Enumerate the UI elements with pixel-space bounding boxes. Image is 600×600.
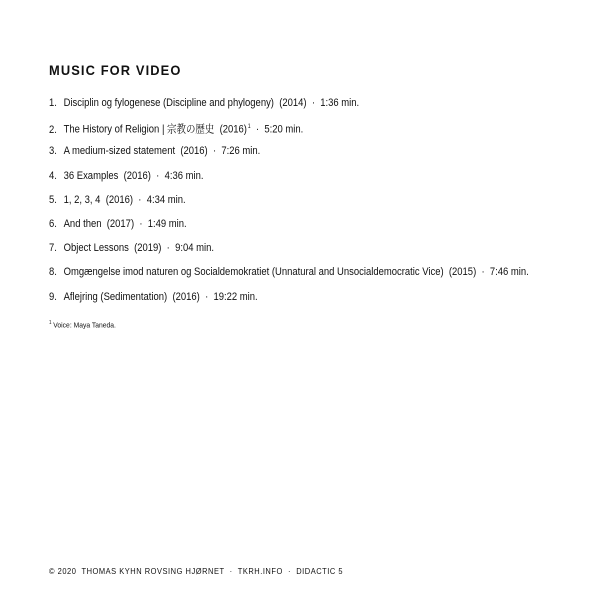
track-number: 6. xyxy=(49,217,57,230)
track-item-8 xyxy=(49,265,529,289)
footnote-text: Voice: Maya Taneda. xyxy=(53,320,116,330)
track-number: 2. xyxy=(49,123,57,136)
track-text: Aflejring (Sedimentation) (2016) · 19:22 min. xyxy=(63,290,258,303)
page-title: MUSIC FOR VIDEO xyxy=(49,62,182,78)
track-text: Omgængelse imod naturen og Socialdemokratiet (Unnatural and Unsocialdemocratic Vice) (2015) · 7:46 min. xyxy=(63,266,529,279)
track-text: 1, 2, 3, 4 (2016) · 4:34 min. xyxy=(63,193,186,206)
footnote xyxy=(49,320,116,330)
track-number: 5. xyxy=(49,193,57,206)
track-text: The History of Religion | 宗教の歴史 (2016) xyxy=(63,123,247,136)
track-duration: · 5:20 min. xyxy=(250,123,304,136)
track-number: 4. xyxy=(49,169,57,182)
footer-credits: © 2020 THOMAS KYHN ROVSING HJØRNET · TKRH.INFO · DIDACTIC 5 xyxy=(49,566,344,576)
track-text: And then (2017) · 1:49 min. xyxy=(63,217,187,230)
footnote-mark: 1 xyxy=(49,320,52,326)
track-item-4 xyxy=(49,169,529,193)
track-item-2 xyxy=(49,120,529,144)
footnote-reference: 1 xyxy=(247,124,251,131)
track-item-5 xyxy=(49,193,529,217)
track-number: 9. xyxy=(49,290,57,303)
track-item-1 xyxy=(49,96,529,120)
track-text: 36 Examples (2016) · 4:36 min. xyxy=(63,169,204,182)
track-number: 7. xyxy=(49,242,57,255)
track-text: A medium-sized statement (2016) · 7:26 min. xyxy=(63,145,261,158)
track-text: Object Lessons (2019) · 9:04 min. xyxy=(63,242,215,255)
track-number: 8. xyxy=(49,266,57,279)
track-text: Disciplin og fylogenese (Discipline and phylogeny) (2014) · 1:36 min. xyxy=(63,97,360,109)
track-number: 1. xyxy=(49,97,57,109)
track-list xyxy=(49,96,600,314)
track-item-3 xyxy=(49,144,529,168)
track-item-7 xyxy=(49,241,529,265)
track-number: 3. xyxy=(49,145,57,158)
track-item-6 xyxy=(49,217,529,241)
track-item-9 xyxy=(49,290,529,314)
